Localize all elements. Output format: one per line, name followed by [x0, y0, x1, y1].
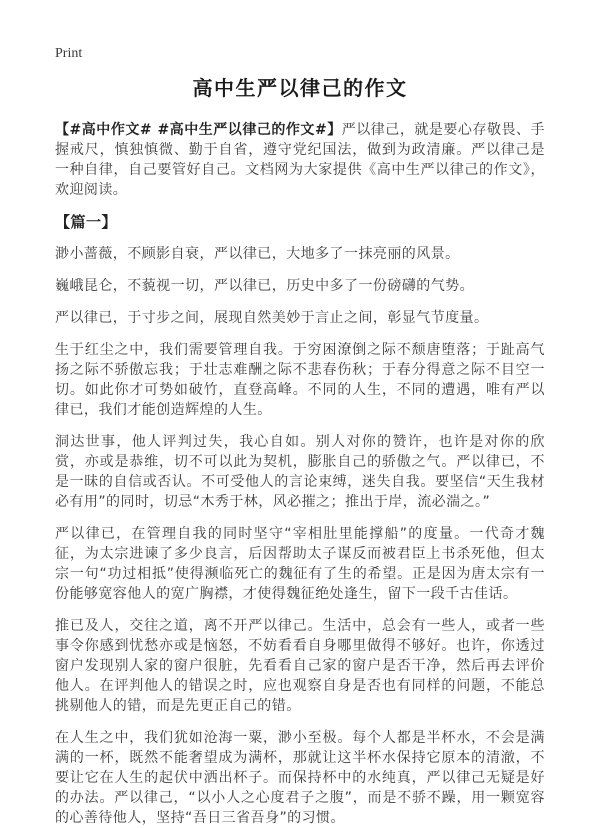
body-paragraph-8: 在人生之中，我们犹如沧海一粟，渺小至极。每个人都是半杯水，不会是满满的一杯，既然不能奢望成为满杯，那就让这半杯水保持它原本的清澈，不要让它在人生的起伏中洒出杯子。而保持杯中的水纯真，严以律己无疑是好的办法。严以律己，“以小人之心度君子之腹”，而是不骄不躁，用一颗宽容的心善待他人，坚持“吾日三省吾身”的习惯。 — [55, 730, 545, 826]
print-link[interactable]: Print — [55, 46, 83, 61]
body-paragraph-7: 推已及人，交往之道，离不开严以律己。生活中，总会有一些人，或者一些事令你感到忧愁亦或是恼怒，不妨看看自身哪里做得不够好。也许，你透过窗户发现别人家的窗户很脏，先看看自己家的窗户是否干净，然后再去评价他人。在评判他人的错误之时，应也观察自身是否也有同样的问题，不能总挑剔他人的错，而是先更正自己的错。 — [55, 618, 545, 714]
intro-paragraph — [55, 120, 545, 200]
body-paragraph-1: 渺小蔷薇，不顾影自衰，严以律已，大地多了一抹亮丽的风景。 — [55, 246, 460, 262]
intro-text: 严以律己，就是要心存敬畏、手握戒尺，慎独慎微、勤于自省，遵守党纪国法，做到为政清廉。严以律己是一种自律，自己要管好自己。文档网为大家提供《高中生严以律己的作文》，欢迎阅读。 — [55, 122, 545, 198]
body-paragraph-2: 巍峨昆仑，不藐视一切，严以律已，历史中多了一份磅礴的气势。 — [55, 278, 475, 294]
body-paragraph-4: 生于红尘之中，我们需要管理自我。于穷困潦倒之际不颓唐堕落；于趾高气扬之际不骄傲忘我；于壮志难酬之际不悲春伤秋；于春分得意之际不目空一切。如此你才可势如破竹，直登高峰。不同的人生，不同的遭遇，唯有严以律已，我们才能创造辉煌的人生。 — [55, 342, 545, 418]
body-paragraph-6: 严以律已，在管理自我的同时坚守“宰相肚里能撑船”的度量。一代奇才魏征，为太宗进谏了多少良言，后因帮助太子谋反而被君臣上书杀死他，但太宗一句“功过相抵”使得濒临死亡的魏征有了生的希望。正是因为唐太宗有一份能够宽容他人的宽广胸襟，才使得魏征绝处逢生，留下一段千古佳话。 — [55, 526, 545, 602]
body-paragraph-5: 洞达世事，他人评判过失，我心自如。别人对你的赞许，也许是对你的欣赏，亦或是恭维，切不可以此为契机，膨胀自己的骄傲之气。严以律已，不是一昧的自信或否认。不可受他人的言论束缚，迷失自我。要坚信“天生我材必有用”的同时，切忌“木秀于林，风必摧之；推出于岸，流必湍之。” — [55, 434, 545, 510]
intro-hashtag-label: 【#高中作文# #高中生严以律己的作文#】 — [55, 122, 342, 138]
section-heading: 【篇一】 — [55, 213, 118, 231]
body-paragraph-3: 严以律已，于寸步之间，展现自然美妙于言止之间，彰显气节度量。 — [55, 310, 489, 326]
page-title: 高中生严以律己的作文 — [192, 76, 408, 100]
